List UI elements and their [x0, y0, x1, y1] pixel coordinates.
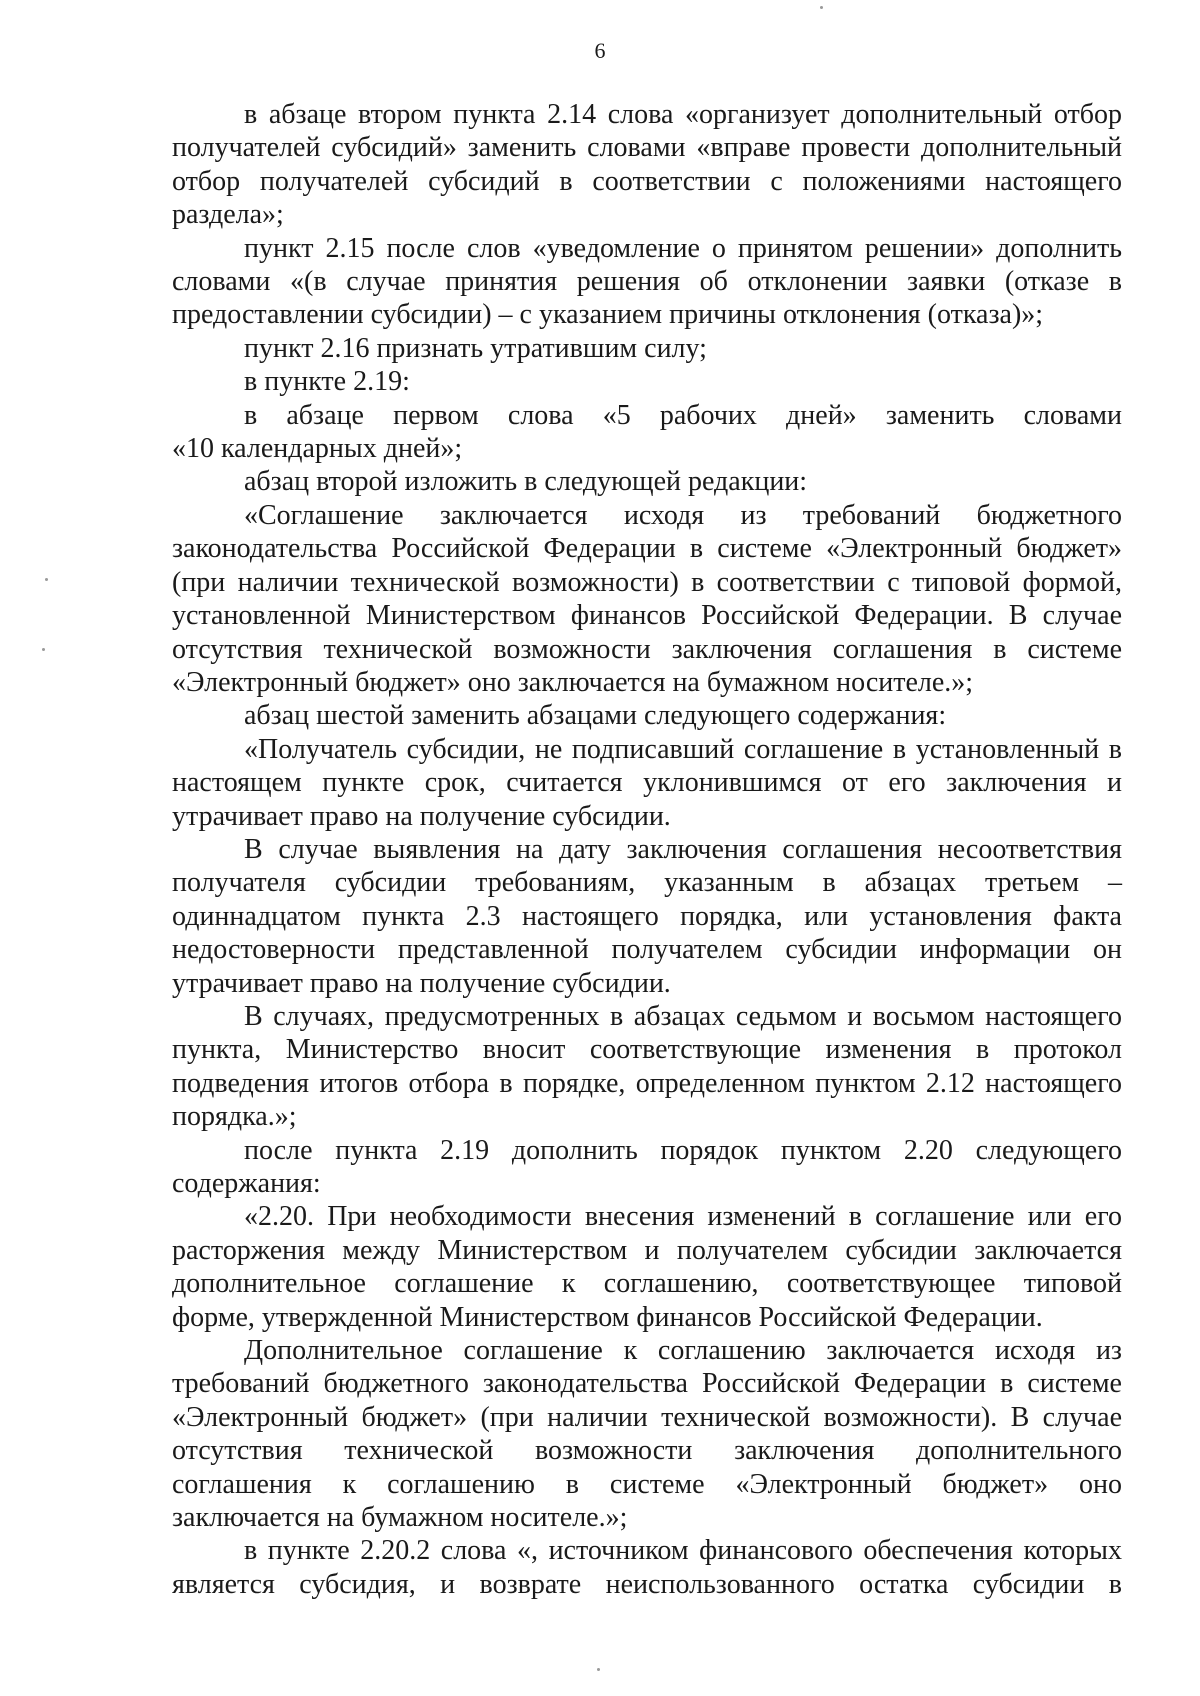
text-line: пункта, Министерство вносит соответствующие изменения в протокол: [172, 1034, 1122, 1066]
text-line: является субсидия, и возврате неиспользованного остатка субсидии в: [172, 1568, 1122, 1600]
text-line: недостоверности представленной получателем субсидии информации он: [172, 934, 1122, 966]
text-line: раздела»;: [172, 199, 284, 231]
scan-speck: [45, 578, 48, 581]
text-line: словами «(в случае принятия решения об отклонении заявки (отказе в: [172, 266, 1122, 298]
text-line: одиннадцатом пункта 2.3 настоящего порядка, или установления факта: [172, 900, 1122, 932]
text-line: «Электронный бюджет» (при наличии технической возможности). В случае: [172, 1401, 1122, 1433]
paragraph: [172, 699, 1122, 732]
paragraph: [172, 332, 1122, 365]
paragraph: [172, 465, 1122, 498]
text-line: содержания:: [172, 1168, 321, 1199]
text-line: установленной Министерством финансов Российской Федерации. В случае: [172, 600, 1122, 632]
text-line: утрачивает право на получение субсидии.: [172, 967, 671, 999]
text-line: «Соглашение заключается исходя из требований бюджетного: [244, 499, 1122, 531]
paragraph: [172, 1134, 1122, 1201]
text-line: отбор получателей субсидий в соответствии с положениями настоящего: [172, 165, 1122, 197]
paragraph: [172, 833, 1122, 1000]
text-line: получателей субсидий» заменить словами «вправе провести дополнительный: [172, 132, 1122, 164]
page-number: 6: [594, 38, 606, 63]
text-line: пункт 2.16 признать утратившим силу;: [244, 332, 707, 364]
paragraph: [172, 1534, 1122, 1601]
text-line: утрачивает право на получение субсидии.: [172, 800, 671, 832]
text-line: «Получатель субсидии, не подписавший соглашение в установленный в: [244, 733, 1122, 765]
text-line: «Электронный бюджет» оно заключается на бумажном носителе.»;: [172, 666, 974, 698]
text-line: в абзаце втором пункта 2.14 слова «организует дополнительный отбор: [244, 99, 1122, 130]
text-line: законодательства Российской Федерации в системе «Электронный бюджет»: [172, 533, 1122, 565]
document-body: [172, 98, 1122, 1601]
paragraph: [172, 399, 1122, 466]
scan-speck: [820, 6, 823, 9]
text-line: порядка.»;: [172, 1101, 297, 1133]
text-line: в пункте 2.20.2 слова «, источником финансового обеспечения которых: [244, 1535, 1122, 1567]
text-line: пункт 2.15 после слов «уведомление о принятом решении» дополнить: [244, 232, 1122, 264]
text-line: соглашения к соглашению в системе «Электронный бюджет» оно: [172, 1468, 1122, 1500]
paragraph: [172, 1334, 1122, 1534]
text-line: «10 календарных дней»;: [172, 433, 463, 465]
text-line: в абзаце первом слова «5 рабочих дней» заменить словами: [244, 399, 1122, 431]
text-line: абзац второй изложить в следующей редакции:: [244, 466, 808, 498]
text-line: дополнительное соглашение к соглашению, соответствующее типовой: [172, 1268, 1122, 1300]
text-line: предоставлении субсидии) – с указанием причины отклонения (отказа)»;: [172, 299, 1044, 331]
text-line: заключается на бумажном носителе.»;: [172, 1502, 628, 1534]
paragraph: [172, 1200, 1122, 1334]
text-line: «2.20. При необходимости внесения изменений в соглашение или его: [244, 1201, 1122, 1233]
text-line: отсутствия технической возможности заключения дополнительного: [172, 1435, 1122, 1467]
scan-speck: [597, 1668, 600, 1671]
text-line: в пункте 2.19:: [244, 366, 410, 398]
text-line: форме, утвержденной Министерством финансов Российской Федерации.: [172, 1301, 1043, 1333]
paragraph: [172, 98, 1122, 232]
paragraph: [172, 1000, 1122, 1134]
text-line: настоящем пункте срок, считается уклонившимся от его заключения и: [172, 767, 1122, 799]
text-line: требований бюджетного законодательства Российской Федерации в системе: [172, 1368, 1122, 1400]
text-line: получателя субсидии требованиям, указанным в абзацах третьем –: [172, 867, 1122, 899]
text-line: (при наличии технической возможности) в соответствии с типовой формой,: [172, 566, 1122, 598]
paragraph: [172, 365, 1122, 398]
text-line: Дополнительное соглашение к соглашению заключается исходя из: [244, 1335, 1122, 1367]
text-line: В случае выявления на дату заключения соглашения несоответствия: [244, 833, 1122, 865]
paragraph: [172, 232, 1122, 332]
text-line: подведения итогов отбора в порядке, определенном пунктом 2.12 настоящего: [172, 1067, 1122, 1099]
text-line: абзац шестой заменить абзацами следующего содержания:: [244, 700, 947, 732]
paragraph: [172, 499, 1122, 699]
scan-speck: [42, 648, 45, 651]
text-line: В случаях, предусмотренных в абзацах седьмом и восьмом настоящего: [244, 1000, 1122, 1032]
paragraph: [172, 733, 1122, 833]
text-line: отсутствия технической возможности заключения соглашения в системе: [172, 633, 1122, 665]
text-line: после пункта 2.19 дополнить порядок пунктом 2.20 следующего: [244, 1134, 1122, 1166]
text-line: расторжения между Министерством и получателем субсидии заключается: [172, 1234, 1122, 1266]
